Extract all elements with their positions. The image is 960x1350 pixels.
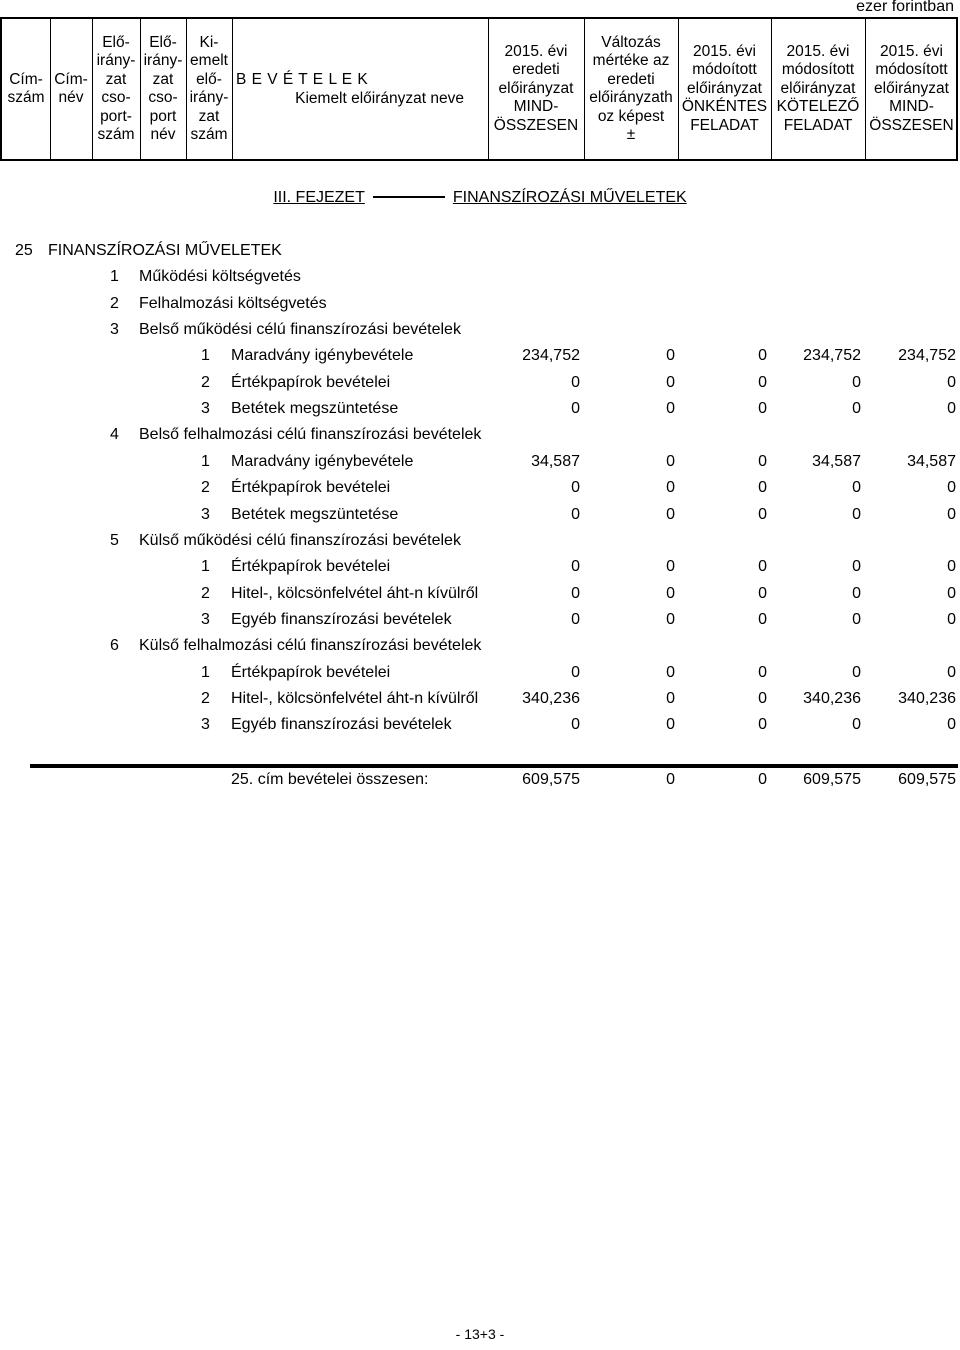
header-line: cso-	[148, 89, 178, 106]
total-value: 609,575	[898, 771, 956, 788]
header-onkentes	[678, 19, 771, 159]
header-line: ±	[626, 126, 636, 143]
item-value: 0	[852, 610, 861, 628]
item-num: 3	[201, 400, 210, 418]
total-separator	[30, 764, 958, 768]
item-value: 0	[571, 584, 580, 602]
header-line: név	[150, 126, 176, 143]
header-line: Cím-	[9, 70, 43, 88]
chapter-prefix: III. FEJEZET	[273, 189, 365, 206]
item-value: 234,752	[522, 347, 580, 365]
header-line: szám	[97, 126, 135, 143]
item-value: 0	[758, 505, 767, 523]
header-line: mértéke az	[592, 52, 670, 69]
item-value: 0	[852, 663, 861, 681]
item-value: 0	[947, 558, 956, 576]
header-line: 2015. évi	[786, 42, 850, 60]
header-line: előirányzat	[498, 79, 574, 97]
chapter-title: FINANSZÍROZÁSI MŰVELETEK	[452, 189, 687, 206]
item-value: 0	[947, 373, 956, 391]
header-line: előirányzath	[589, 89, 673, 106]
item-value: 340,236	[898, 689, 956, 707]
item-value: 0	[666, 610, 675, 628]
item-value: 0	[947, 584, 956, 602]
header-line: zat	[105, 70, 127, 88]
item-num: 2	[201, 479, 210, 497]
header-line: ÖSSZESEN	[493, 116, 579, 134]
item-label: Maradvány igénybevétele	[231, 347, 414, 365]
group-label: Belső felhalmozási célú finanszírozási bevételek	[139, 426, 482, 444]
item-value: 0	[571, 716, 580, 734]
header-line: port	[149, 107, 177, 125]
total-value: 609,575	[803, 771, 861, 788]
item-num: 1	[201, 347, 210, 365]
item-value: 0	[666, 347, 675, 365]
header-line: oz képest	[597, 107, 665, 125]
header-valtozas	[584, 19, 678, 159]
item-value: 340,236	[803, 689, 861, 707]
item-value: 0	[852, 505, 861, 523]
header-line: előirányzat	[874, 79, 949, 97]
cim-nev: FINANSZÍROZÁSI MŰVELETEK	[48, 242, 282, 259]
header-line: irány-	[189, 89, 229, 106]
chapter-heading	[0, 189, 960, 207]
header-line: MIND-	[513, 98, 559, 116]
item-value: 34,587	[907, 452, 956, 470]
header-line: szám	[190, 126, 228, 143]
item-num: 3	[201, 610, 210, 628]
item-value: 0	[758, 663, 767, 681]
item-value: 0	[666, 689, 675, 707]
group-label: Felhalmozási költségvetés	[139, 294, 327, 312]
header-line: név	[58, 89, 84, 106]
header-line: előirányzat	[687, 79, 762, 97]
item-value: 0	[571, 479, 580, 497]
header-line: 2015. évi	[504, 42, 568, 60]
header-line: zat	[152, 70, 174, 88]
item-value: 340,236	[522, 689, 580, 707]
header-line: 2015. évi	[693, 42, 756, 60]
item-value: 0	[947, 663, 956, 681]
header-line: módosított	[875, 61, 948, 79]
item-num: 2	[201, 584, 210, 602]
item-value: 0	[852, 558, 861, 576]
header-line: eredeti	[607, 70, 655, 88]
unit-label: ezer forintban	[856, 0, 954, 15]
item-num: 1	[201, 663, 210, 681]
header-line: Cím-	[54, 70, 88, 88]
header-cim-szam	[2, 19, 50, 159]
header-line: elő-	[196, 70, 222, 88]
item-value: 0	[947, 479, 956, 497]
total-value: 0	[666, 771, 675, 788]
item-value: 0	[758, 373, 767, 391]
header-line: módoított	[692, 61, 757, 79]
item-value: 0	[852, 584, 861, 602]
item-label: Betétek megszüntetése	[231, 505, 399, 523]
item-value: 0	[571, 400, 580, 418]
header-line: szám	[7, 89, 45, 106]
header-line: irány-	[143, 52, 183, 69]
item-value: 0	[666, 716, 675, 734]
header-line: módosított	[781, 61, 855, 79]
header-csoport-nev	[140, 19, 186, 159]
item-value: 0	[947, 505, 956, 523]
kiemelt-neve-label: Kiemelt előirányzat neve	[295, 90, 464, 107]
bevetelek-title: B E V É T E L E K	[236, 71, 369, 88]
header-mindosszesen	[865, 19, 958, 159]
item-value: 0	[571, 505, 580, 523]
item-value: 234,752	[803, 347, 861, 365]
group-num: 4	[110, 426, 119, 444]
item-value: 0	[571, 663, 580, 681]
group-label: Belső működési célú finanszírozási bevételek	[139, 321, 461, 339]
item-value: 0	[758, 452, 767, 470]
group-num: 2	[110, 294, 119, 312]
item-label: Betétek megszüntetése	[231, 400, 399, 418]
item-num: 2	[201, 689, 210, 707]
item-value: 0	[666, 663, 675, 681]
page-number: - 13+3 -	[455, 1326, 505, 1342]
item-value: 0	[758, 400, 767, 418]
item-label: Értékpapírok bevételei	[231, 663, 391, 681]
header-line: előirányzat	[780, 79, 856, 97]
item-value: 0	[852, 400, 861, 418]
header-csoport-szam	[92, 19, 140, 159]
group-label: Működési költségvetés	[139, 268, 301, 286]
item-value: 0	[758, 716, 767, 734]
chapter-dash	[373, 196, 445, 198]
item-value: 0	[758, 347, 767, 365]
item-label: Értékpapírok bevételei	[231, 558, 391, 576]
item-value: 0	[666, 452, 675, 470]
item-value: 0	[571, 558, 580, 576]
header-line: FELADAT	[783, 116, 853, 134]
header-bevetelek	[232, 19, 488, 159]
group-num: 6	[110, 637, 119, 655]
group-label: Külső felhalmozási célú finanszírozási bevételek	[139, 637, 482, 655]
item-value: 0	[852, 479, 861, 497]
item-value: 0	[758, 584, 767, 602]
item-num: 3	[201, 716, 210, 734]
item-value: 0	[947, 610, 956, 628]
item-label: Értékpapírok bevételei	[231, 479, 391, 497]
item-value: 0	[852, 373, 861, 391]
header-line: FELADAT	[690, 116, 759, 134]
header-line: Elő-	[149, 33, 177, 51]
item-label: Hitel-, kölcsönfelvétel áht-n kívülről	[231, 584, 479, 602]
item-label: Egyéb finanszírozási bevételek	[231, 610, 452, 628]
group-num: 5	[110, 531, 119, 549]
item-label: Maradvány igénybevétele	[231, 452, 414, 470]
header-line: Változás	[601, 33, 661, 51]
item-value: 0	[758, 610, 767, 628]
table-header	[0, 17, 958, 161]
item-label: Értékpapírok bevételei	[231, 373, 391, 391]
item-value: 234,752	[898, 347, 956, 365]
item-value: 0	[758, 558, 767, 576]
item-num: 2	[201, 373, 210, 391]
header-cim-nev	[50, 19, 92, 159]
total-value: 0	[758, 771, 767, 788]
item-value: 0	[852, 716, 861, 734]
header-eredeti	[488, 19, 584, 159]
item-label: Hitel-, kölcsönfelvétel áht-n kívülről	[231, 689, 479, 707]
header-line: ÖNKÉNTES	[681, 98, 768, 116]
group-num: 3	[110, 321, 119, 339]
item-value: 0	[666, 558, 675, 576]
item-value: 0	[947, 400, 956, 418]
item-value: 0	[947, 716, 956, 734]
group-num: 1	[110, 268, 119, 286]
item-value: 0	[758, 689, 767, 707]
item-value: 0	[666, 373, 675, 391]
item-num: 1	[201, 452, 210, 470]
item-num: 1	[201, 558, 210, 576]
item-value: 0	[666, 400, 675, 418]
item-value: 0	[666, 505, 675, 523]
header-line: irány-	[96, 52, 136, 69]
header-line: Elő-	[102, 33, 130, 51]
header-line: ÖSSZESEN	[869, 116, 954, 134]
group-label: Külső működési célú finanszírozási bevételek	[139, 531, 461, 549]
item-value: 34,587	[812, 452, 861, 470]
item-value: 0	[666, 584, 675, 602]
header-kotelezo	[771, 19, 865, 159]
item-value: 0	[758, 479, 767, 497]
item-value: 0	[571, 610, 580, 628]
header-line: MIND-	[889, 98, 934, 116]
header-kiemelt-szam	[186, 19, 232, 159]
header-line: cso-	[101, 89, 131, 106]
header-line: Ki-	[199, 33, 219, 51]
header-line: port-	[100, 107, 132, 125]
header-line: KÖTELEZŐ	[776, 98, 860, 116]
item-num: 3	[201, 505, 210, 523]
header-line: emelt	[190, 52, 228, 69]
header-line: eredeti	[512, 61, 560, 79]
item-value: 0	[666, 479, 675, 497]
item-value: 34,587	[531, 452, 580, 470]
item-value: 0	[571, 373, 580, 391]
total-value: 609,575	[522, 771, 580, 788]
total-label: 25. cím bevételei összesen:	[231, 771, 429, 788]
header-line: zat	[198, 107, 220, 125]
item-label: Egyéb finanszírozási bevételek	[231, 716, 452, 734]
cim-szam: 25	[15, 242, 33, 259]
header-line: 2015. évi	[880, 42, 943, 60]
